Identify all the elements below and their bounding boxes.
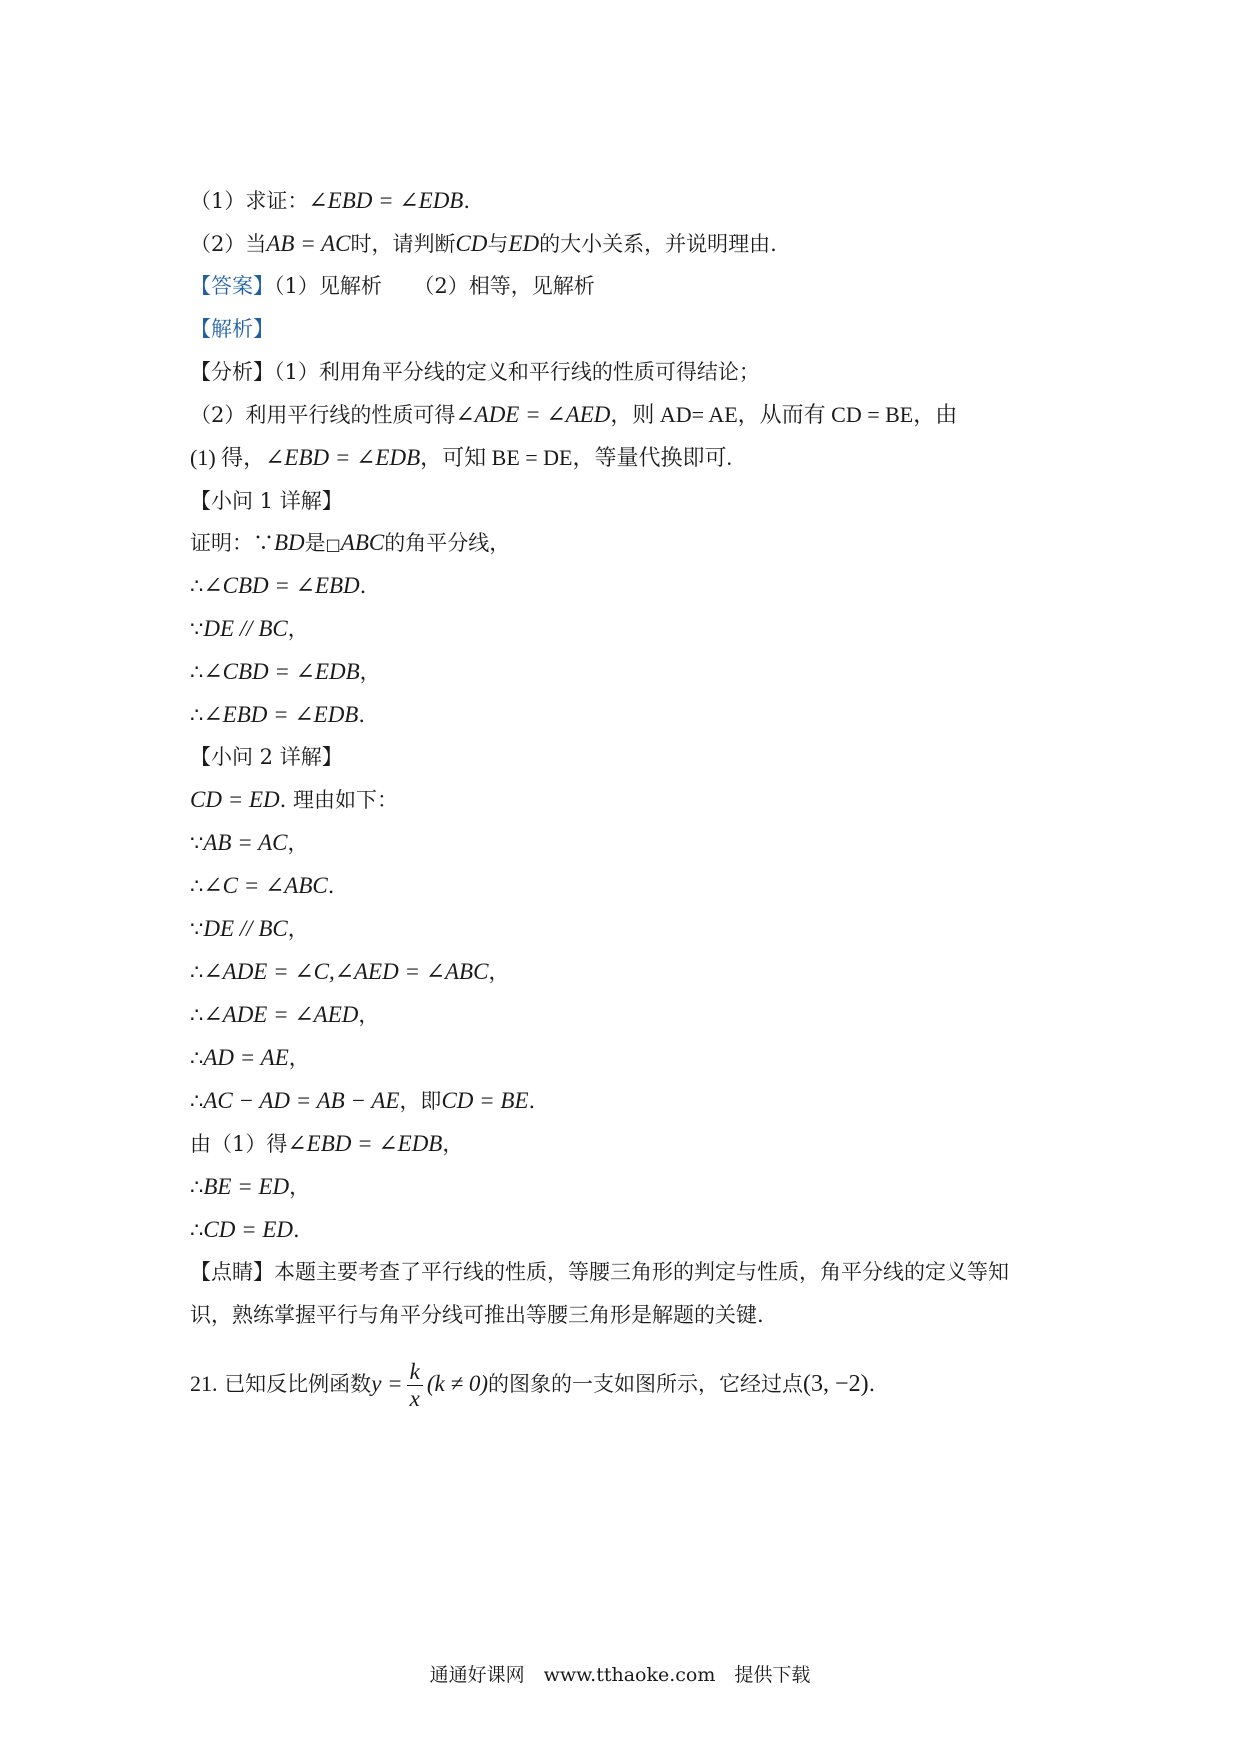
- proof-line: [190, 1215, 300, 1245]
- text: .: [868, 1372, 876, 1396]
- section-heading: [190, 742, 343, 772]
- analysis-line: [190, 357, 760, 387]
- math: DE // BC: [203, 916, 288, 941]
- text: （2）当: [190, 232, 267, 256]
- math: CD: [455, 231, 488, 256]
- proof-line: [190, 1129, 463, 1159]
- text: ∵: [190, 617, 204, 641]
- proof-line: [190, 1043, 310, 1073]
- text: 证明：∵: [190, 531, 274, 555]
- remark-line: [190, 1300, 764, 1330]
- math: ∠EBD = ∠EDB: [308, 188, 464, 213]
- text: . 理由如下：: [279, 788, 398, 812]
- text: （1）见解析 （2）相等，见解析: [274, 274, 595, 298]
- text: ，: [289, 1175, 311, 1199]
- answer-tag: 【答案】: [190, 274, 274, 298]
- text: （1）求证：: [190, 189, 309, 213]
- text: ∴: [190, 1003, 204, 1027]
- proof-line: [190, 1000, 379, 1030]
- text: ，可知 BE = DE，等量代换即可.: [420, 445, 732, 470]
- math: ED: [508, 231, 540, 256]
- text: .: [463, 189, 471, 213]
- subquestion-1: [190, 186, 470, 216]
- math: BD: [274, 530, 305, 555]
- text: 的大小关系，并说明理由.: [539, 232, 777, 256]
- math: ∠EBD = ∠EDB: [203, 702, 359, 727]
- text: ∴: [190, 1089, 204, 1113]
- proof-line: [190, 914, 309, 944]
- math: ∠EBD = ∠EDB: [287, 1131, 443, 1156]
- text: 【点睛】本题主要考查了平行线的性质，等腰三角形的判定与性质，角平分线的定义等知: [190, 1260, 1009, 1284]
- math: AB = AC: [266, 231, 351, 256]
- math: CD = ED: [190, 787, 280, 812]
- proof-line: [190, 657, 381, 687]
- text: 的角平分线，: [384, 531, 511, 555]
- text: 由（1）得: [190, 1132, 288, 1156]
- analysis-tag: 【解析】: [190, 317, 274, 341]
- proof-line: [190, 828, 308, 858]
- text: ，: [287, 617, 309, 641]
- text: ∴: [190, 960, 204, 984]
- proof-line: [190, 614, 309, 644]
- fraction-numerator: k: [407, 1359, 423, 1386]
- text: ∴: [190, 874, 204, 898]
- math: ∠CBD = ∠EDB: [203, 659, 360, 684]
- math: BE = ED: [203, 1174, 290, 1199]
- text: 【分析】（1）利用角平分线的定义和平行线的性质可得结论；: [190, 360, 760, 384]
- math: ABC: [340, 530, 385, 555]
- text: ∴: [190, 1046, 204, 1070]
- text: ∵: [190, 831, 204, 855]
- text: ∵: [190, 917, 204, 941]
- proof-line: [190, 571, 366, 601]
- text: 识，熟练掌握平行与角平分线可推出等腰三角形是解题的关键.: [190, 1303, 764, 1327]
- question-21: [190, 1352, 875, 1416]
- text: ∴: [190, 1175, 204, 1199]
- text: .: [358, 703, 366, 727]
- text: ∴: [190, 1218, 204, 1242]
- text: 【小问 2 详解】: [190, 745, 343, 769]
- section-heading: [190, 486, 343, 516]
- text: .: [327, 874, 335, 898]
- math: ∠ADE = ∠AED: [203, 1002, 359, 1027]
- text: （2）利用平行线的性质可得: [190, 403, 456, 427]
- math: ∠C = ∠ABC: [203, 873, 328, 898]
- math: CD = BE: [441, 1088, 529, 1113]
- analysis-tag-line: [190, 314, 274, 344]
- text: (1) 得，: [190, 445, 266, 470]
- math: ∠ADE = ∠C,∠AED = ∠ABC: [203, 959, 489, 984]
- fraction: [407, 1359, 423, 1412]
- page-footer: 通通好课网 www.tthaoke.com 提供下载: [429, 1664, 811, 1686]
- text: 时，请判断: [350, 232, 456, 256]
- analysis-line: [190, 443, 732, 473]
- text: ∴: [190, 703, 204, 727]
- text: ，: [442, 1132, 464, 1156]
- math: CD = ED: [203, 1217, 294, 1242]
- proof-line: [190, 528, 510, 560]
- text: ，: [288, 1046, 310, 1070]
- answer-line: [190, 271, 595, 301]
- text: .: [359, 574, 367, 598]
- text: 【小问 1 详解】: [190, 489, 343, 513]
- proof-line: [190, 1172, 310, 1202]
- proof-line: [190, 700, 365, 730]
- text: 是: [304, 531, 326, 555]
- math: AC − AD = AB − AE: [203, 1088, 400, 1113]
- text: ，: [287, 831, 309, 855]
- remark-line: [190, 1257, 1009, 1287]
- math: ∠ADE = ∠AED: [455, 402, 611, 427]
- text: ∴: [190, 574, 204, 598]
- text: ∴: [190, 660, 204, 684]
- text: ，: [359, 660, 381, 684]
- glyph: □: [325, 535, 341, 554]
- text: 的图象的一支如图所示，它经过点: [488, 1372, 804, 1396]
- text: ，: [488, 960, 510, 984]
- point-coordinates: (3, −2): [803, 1371, 869, 1397]
- math: ∠CBD = ∠EBD: [203, 573, 360, 598]
- fraction-denominator: x: [409, 1386, 420, 1411]
- proof-line: [190, 1086, 535, 1116]
- proof-line: [190, 871, 334, 901]
- question-number: 21.: [190, 1371, 218, 1396]
- text: ，则 AD= AE，从而有 CD = BE，由: [610, 402, 958, 427]
- math: AD = AE: [203, 1045, 289, 1070]
- analysis-line: [190, 400, 957, 430]
- text: ，即: [399, 1089, 442, 1113]
- text: .: [528, 1089, 536, 1113]
- math: DE // BC: [203, 616, 288, 641]
- math: (k ≠ 0): [426, 1371, 489, 1396]
- math: AB = AC: [203, 830, 288, 855]
- proof-line: [190, 785, 398, 815]
- math: y =: [371, 1371, 403, 1396]
- text: ，: [287, 917, 309, 941]
- proof-line: [190, 957, 509, 987]
- text: 已知反比例函数: [224, 1372, 372, 1396]
- text: .: [293, 1218, 300, 1242]
- text: 与: [487, 232, 509, 256]
- math: ∠EBD = ∠EDB: [265, 445, 421, 470]
- text: ，: [358, 1003, 380, 1027]
- subquestion-2: [190, 229, 777, 259]
